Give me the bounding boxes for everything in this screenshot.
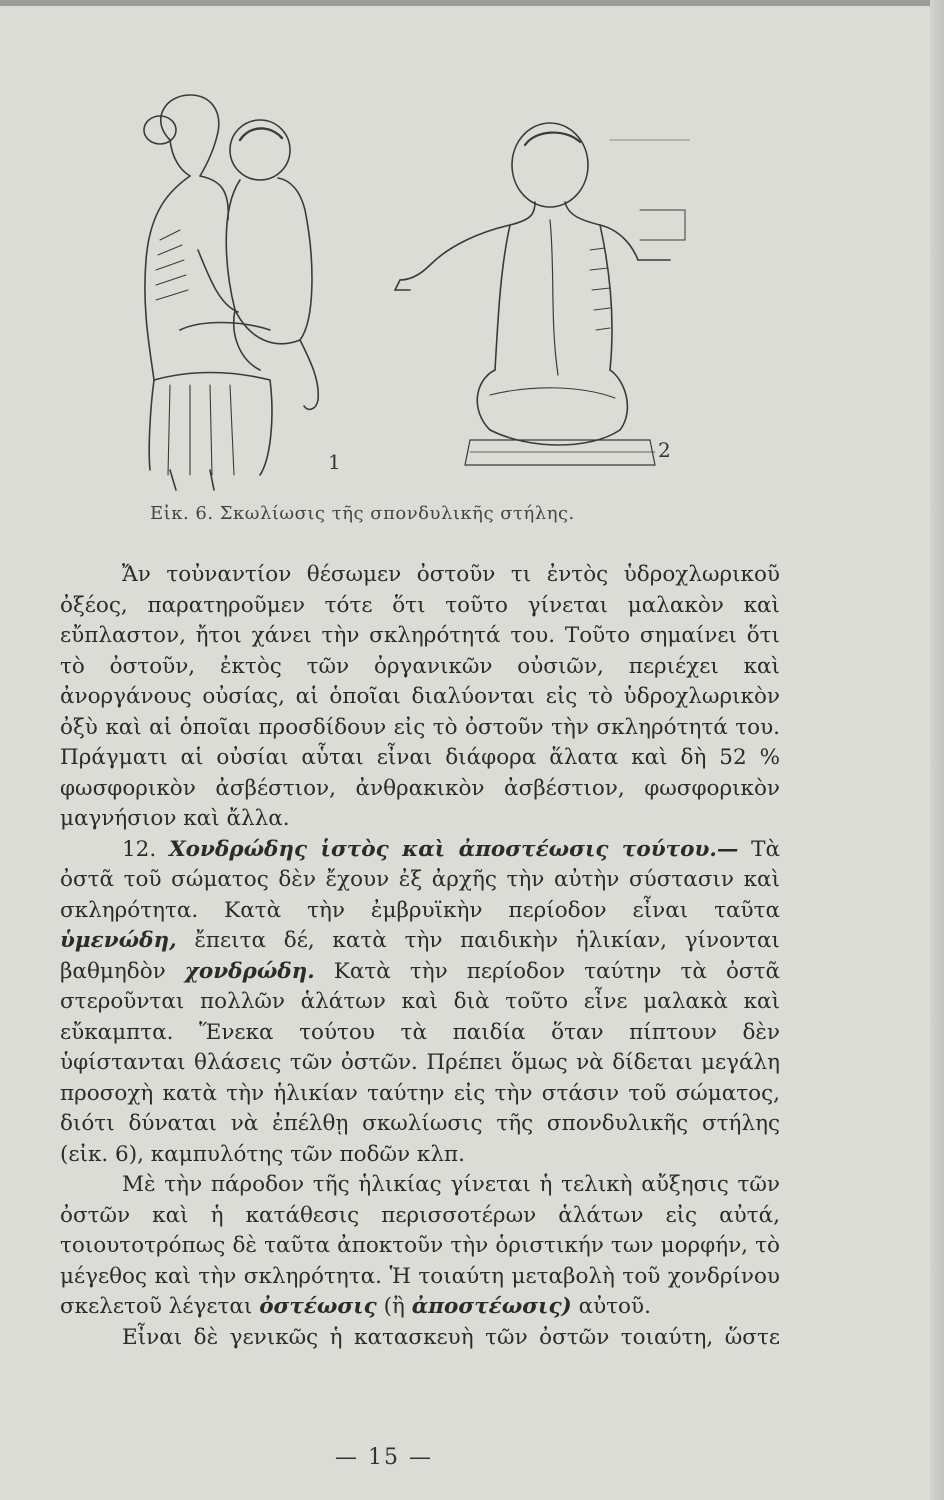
- page-number: — 15 —: [335, 1445, 433, 1470]
- page-top-edge: [0, 0, 944, 6]
- paragraph-3-text-c: (ἢ: [383, 1294, 405, 1319]
- scoliosis-illustration: [110, 80, 690, 500]
- term-osteosis: ὀστέωσις: [259, 1294, 377, 1319]
- term-cartilaginous: χονδρώδη.: [184, 958, 315, 984]
- paragraph-4: Εἶναι δὲ γενικῶς ἡ κατασκευὴ τῶν ὀστῶν τοιαύτη, ὥστε: [122, 1324, 780, 1350]
- paragraph-2-text-c: ἔπειτα δέ, κατὰ τὴν παιδικὴν ἡλικίαν, γίνονται βαθμηδὸν: [60, 928, 780, 984]
- paragraph-2: [60, 835, 780, 1171]
- section-title: Χονδρώδης ἱστὸς καὶ ἀποστέωσις τούτου.—: [169, 836, 739, 862]
- paragraph-3-text-a: Μὲ τὴν πάροδον τῆς ἡλικίας γίνεται ἡ τελικὴ αὔξησις τῶν ὀστῶν καὶ ἡ κατάθεσις περισσοτέρων ἁλάτων εἰς αὐτά, τοιουτοτρόπως δὲ ταῦτα ἀποκτοῦν τὴν ὁριστικήν των μορφήν, τὸ μέγεθος καὶ τὴν σκληρότητα. Ἡ τοιαύτη μεταβολὴ τοῦ χονδρίνου σκελετοῦ λέγεται: [60, 1172, 780, 1319]
- body-text: [60, 560, 780, 1353]
- paragraph-1: Ἄν τοὐναντίον θέσωμεν ὀστοῦν τι ἐντὸς ὑδροχλωρικοῦ ὀξέος, παρατηροῦμεν τότε ὅτι τοῦτο γίνεται μαλακὸν καὶ εὔπλαστον, ἤτοι χάνει τὴν σκληρότητά του. Τοῦτο σημαίνει ὅτι τὸ ὀστοῦν, ἐκτὸς τῶν ὀργανικῶν οὐσιῶν, περιέχει καὶ ἀνοργάνους οὐσίας, αἱ ὁποῖαι διαλύονται εἰς τὸ ὑδροχλωρικὸν ὀξὺ καὶ αἱ ὁποῖαι προσδίδουν εἰς τὸ ὀστοῦν τὴν σκληρότητά του. Πράγματι αἱ οὐσίαι αὗται εἶναι διάφορα ἅλατα καὶ δὴ 52 % φωσφορικὸν ἀσβέστιον, ἀνθρακικὸν ἀσβέστιον, φωσφορικὸν μαγνήσιον καὶ ἄλλα.: [60, 562, 780, 831]
- paragraph-3-text-e: αὐτοῦ.: [578, 1294, 651, 1319]
- term-membranous: ὑμενώδη,: [60, 928, 177, 953]
- paragraph-3: [60, 1170, 780, 1323]
- figure-label-1: 1: [328, 450, 341, 474]
- term-aposteosis: ἀποστέωσις): [411, 1294, 572, 1319]
- page-right-edge: [930, 0, 944, 1500]
- figure-label-2: 2: [658, 438, 671, 462]
- section-number: 12.: [122, 836, 157, 862]
- illustration-drawing: [110, 80, 690, 500]
- paragraph-2-text-a: Τὰ ὀστᾶ τοῦ σώματος δὲν ἔχουν ἐξ ἀρχῆς τὴν αὐτὴν σύστασιν καὶ σκληρότητα. Κατὰ τὴν ἐμβρυϊκὴν περίοδον εἶναι ταῦτα: [60, 836, 780, 923]
- figure-caption: Εἰκ. 6. Σκωλίωσις τῆς σπονδυλικῆς στήλης.: [150, 503, 575, 524]
- paragraph-2-text-e: Κατὰ τὴν περίοδον ταύτην τὰ ὀστᾶ στεροῦνται πολλῶν ἁλάτων καὶ διὰ τοῦτο εἶνε μαλακὰ καὶ εὔκαμπτα. Ἕνεκα τούτου τὰ παιδία ὅταν πίπτουν δὲν ὑφίστανται θλάσεις τῶν ὀστῶν. Πρέπει ὅμως νὰ δίδεται μεγάλη προσοχὴ κατὰ τὴν ἡλικίαν ταύτην εἰς τὴν στάσιν τοῦ σώματος, διότι δύναται νὰ ἐπέλθῃ σκωλίωσις τῆς σπονδυλικῆς στήλης (εἰκ. 6), καμπυλότης τῶν ποδῶν κλπ.: [60, 958, 780, 1167]
